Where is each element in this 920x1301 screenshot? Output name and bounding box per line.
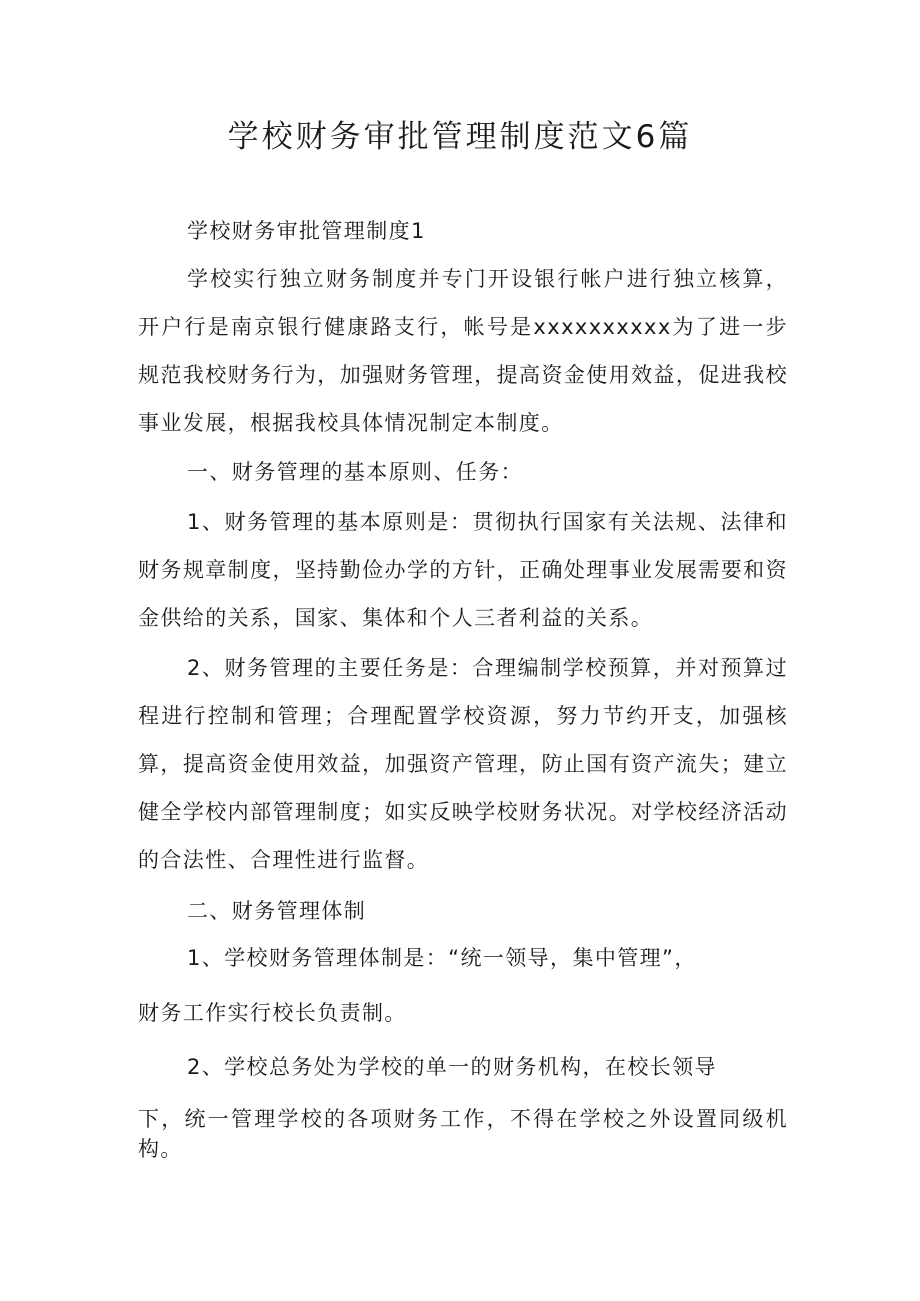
part1-item2-paragraph: 2、财务管理的主要任务是：合理编制学校预算，并对预算过程进行控制和管理；合理配置学校资源，努力节约开支，加强核算，提高资金使用效益，加强资产管理，防止国有资产流失；建立健全学校内部管理制度；如实反映学校财务状况。对学校经济活动的合法性、合理性进行监督。 xyxy=(138,656,788,872)
part1-heading: 一、财务管理的基本原则、任务： xyxy=(187,460,523,484)
part2-item2-line1: 2、学校总务处为学校的单一的财务机构，在校长领导 xyxy=(187,1055,717,1079)
part2-item1-line2: 财务工作实行校长负责制。 xyxy=(138,1001,407,1025)
part2-item2-line2: 下，统一管理学校的各项财务工作，不得在学校之外设置同级机构。 xyxy=(138,1107,788,1161)
section-heading: 学校财务审批管理制度1 xyxy=(187,219,426,243)
part2-item1-line1: 1、学校财务管理体制是：“统一领导，集中管理”， xyxy=(187,946,697,970)
part1-item1-paragraph: 1、财务管理的基本原则是：贯彻执行国家有关法规、法律和财务规章制度，坚持勤俭办学的方针，正确处理事业发展需要和资金供给的关系，国家、集体和个人三者利益的关系。 xyxy=(138,510,788,630)
part2-heading: 二、财务管理体制 xyxy=(187,899,367,923)
intro-paragraph: 学校实行独立财务制度并专门开设银行帐户进行独立核算，开户行是南京银行健康路支行，帐号是xxxxxxxxxx为了进一步规范我校财务行为，加强财务管理，提高资金使用效益，促进我校事业发展，根据我校具体情况制定本制度。 xyxy=(138,267,788,435)
document-title: 学校财务审批管理制度范文6篇 xyxy=(227,119,693,155)
